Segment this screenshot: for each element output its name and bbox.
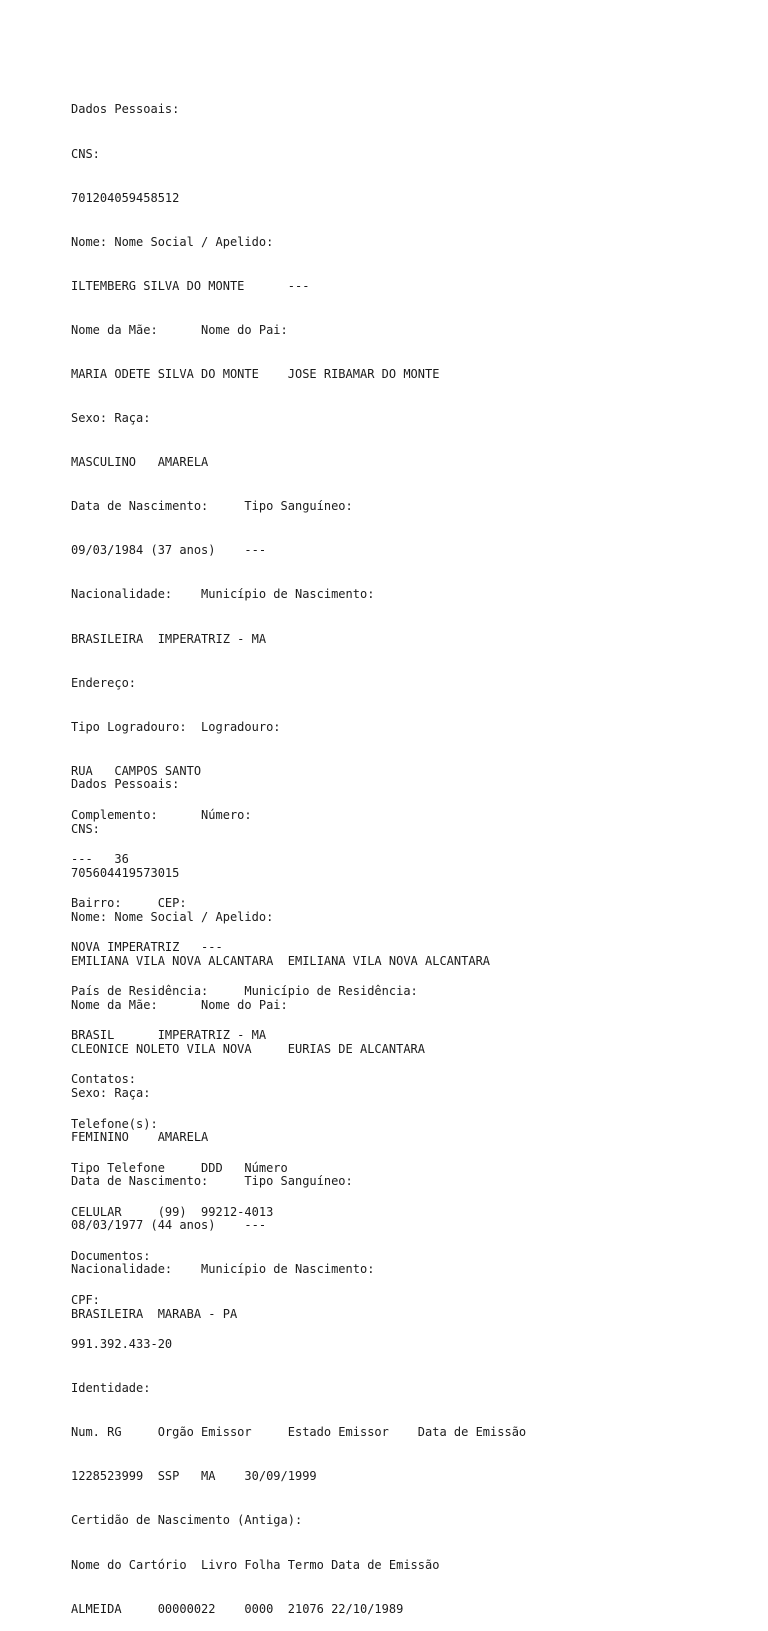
value-cns: 705604419573015 [71, 865, 180, 880]
value-telefone: CELULAR (99) 99212-4013 [71, 1204, 274, 1219]
label-pais: Nome da Mãe: Nome do Pai: [71, 997, 288, 1012]
value-sexo-raca: FEMININO AMARELA [71, 1130, 209, 1145]
label-certidao-columns: Nome do Cartório Livro Folha Termo Data de Emissão [71, 1557, 440, 1572]
label-nome: Nome: Nome Social / Apelido: [71, 909, 274, 924]
value-nascimento: 08/03/1977 (44 anos) --- [71, 1218, 267, 1233]
value-nome: ILTEMBERG SILVA DO MONTE --- [71, 278, 310, 293]
label-nascimento: Data de Nascimento: Tipo Sanguíneo: [71, 1174, 353, 1189]
value-pais: CLEONICE NOLETO VILA NOVA EURIAS DE ALCANTARA [71, 1041, 426, 1056]
label-nascimento: Data de Nascimento: Tipo Sanguíneo: [71, 499, 353, 514]
section-header-endereco: Endereço: [71, 675, 137, 690]
label-pais: Nome da Mãe: Nome do Pai: [71, 322, 288, 337]
section-header-contatos: Contatos: [71, 1072, 137, 1087]
label-sexo-raca: Sexo: Raça: [71, 411, 151, 426]
value-identidade: 1228523999 SSP MA 30/09/1999 [71, 1469, 317, 1484]
label-nacionalidade: Nacionalidade: Município de Nascimento: [71, 1262, 375, 1277]
label-logradouro: Tipo Logradouro: Logradouro: [71, 719, 281, 734]
value-nacionalidade: BRASILEIRA IMPERATRIZ - MA [71, 631, 267, 646]
label-telefones: Telefone(s): [71, 1116, 158, 1131]
label-identidade-columns: Num. RG Orgão Emissor Estado Emissor Data de Emissão [71, 1425, 527, 1440]
section-header-dados-pessoais: Dados Pessoais: [71, 102, 180, 117]
value-residencia: BRASIL IMPERATRIZ - MA [71, 1028, 267, 1043]
value-nacionalidade: BRASILEIRA MARABA - PA [71, 1306, 238, 1321]
value-pais: MARIA ODETE SILVA DO MONTE JOSE RIBAMAR DO MONTE [71, 366, 440, 381]
label-cns: CNS: [71, 821, 100, 836]
value-logradouro: RUA CAMPOS SANTO [71, 763, 202, 778]
label-bairro: Bairro: CEP: [71, 896, 187, 911]
value-certidao: ALMEIDA 00000022 0000 21076 22/10/1989 [71, 1601, 404, 1616]
value-nascimento: 09/03/1984 (37 anos) --- [71, 543, 267, 558]
label-complemento: Complemento: Número: [71, 807, 252, 822]
label-nacionalidade: Nacionalidade: Município de Nascimento: [71, 587, 375, 602]
label-residencia: País de Residência: Município de Residência: [71, 984, 418, 999]
value-sexo-raca: MASCULINO AMARELA [71, 455, 209, 470]
label-telefone-columns: Tipo Telefone DDD Número [71, 1160, 288, 1175]
label-cpf: CPF: [71, 1292, 100, 1307]
label-cns: CNS: [71, 146, 100, 161]
section-header-documentos: Documentos: [71, 1248, 151, 1263]
label-identidade: Identidade: [71, 1381, 151, 1396]
value-nome: EMILIANA VILA NOVA ALCANTARA EMILIANA VILA NOVA ALCANTARA [71, 953, 491, 968]
label-certidao: Certidão de Nascimento (Antiga): [71, 1513, 303, 1528]
label-nome: Nome: Nome Social / Apelido: [71, 234, 274, 249]
section-header-dados-pessoais: Dados Pessoais: [71, 777, 180, 792]
value-cpf: 991.392.433-20 [71, 1337, 173, 1352]
value-complemento: --- 36 [71, 852, 129, 866]
label-sexo-raca: Sexo: Raça: [71, 1086, 151, 1101]
record-block-2 [71, 748, 490, 1336]
value-bairro: NOVA IMPERATRIZ --- [71, 940, 223, 955]
value-cns: 701204059458512 [71, 190, 180, 205]
